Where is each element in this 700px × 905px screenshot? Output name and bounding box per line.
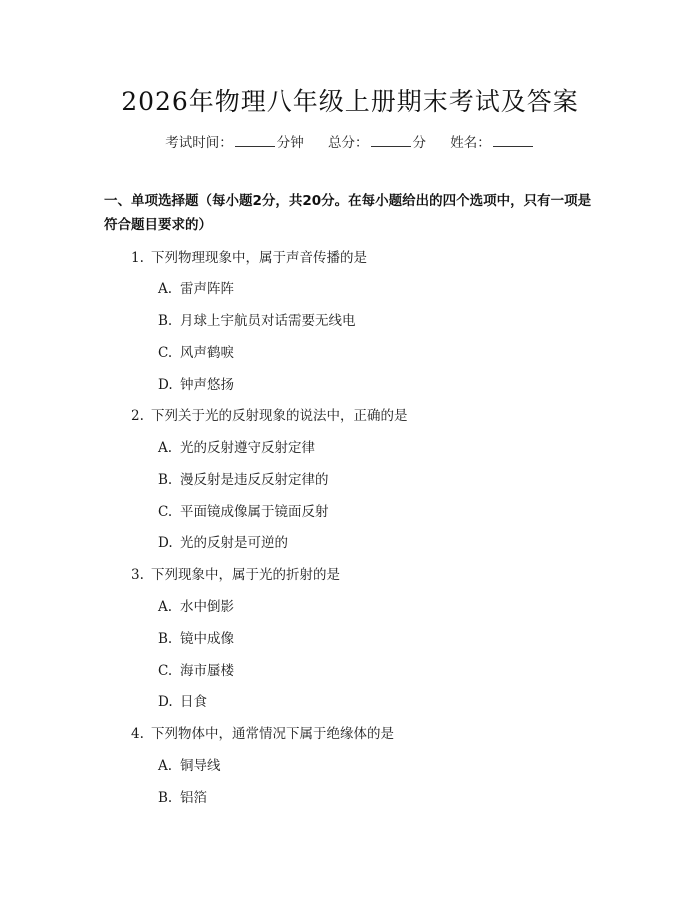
question-3 — [131, 563, 340, 583]
question-1-option-d — [158, 373, 234, 393]
page-title: 2026年物理八年级上册期末考试及答案 — [121, 87, 579, 116]
score-unit: 分 — [412, 135, 426, 151]
option-letter: B. — [158, 472, 173, 488]
question-number: 1. — [131, 250, 144, 266]
question-1-option-b — [158, 309, 356, 329]
option-text: 镜中成像 — [180, 631, 234, 647]
question-number: 2. — [131, 408, 144, 424]
time-unit: 分钟 — [276, 135, 304, 151]
option-text: 漫反射是违反反射定律的 — [180, 472, 329, 488]
time-blank — [235, 134, 275, 147]
option-letter: B. — [158, 631, 173, 647]
exam-info-row — [0, 131, 700, 151]
question-2-option-b — [158, 468, 329, 488]
question-3-option-b — [158, 627, 234, 647]
option-letter: D. — [158, 377, 173, 393]
option-text: 海市蜃楼 — [180, 663, 234, 679]
option-text: 月球上宇航员对话需要无线电 — [180, 313, 356, 329]
time-info — [165, 131, 304, 151]
question-text: 下列物理现象中，属于声音传播的是 — [151, 250, 367, 266]
option-text: 日食 — [180, 694, 207, 710]
option-letter: B. — [158, 790, 173, 806]
question-4 — [131, 722, 394, 742]
section-heading: 一、单项选择题（每小题2分，共20分。在每小题给出的四个选项中，只有一项是符合题目要求的） — [104, 193, 592, 233]
score-label: 总分： — [328, 135, 369, 151]
option-letter: A. — [158, 281, 173, 297]
option-letter: A. — [158, 440, 173, 456]
option-text: 光的反射是可逆的 — [180, 535, 288, 551]
option-text: 平面镜成像属于镜面反射 — [180, 504, 329, 520]
question-text: 下列现象中，属于光的折射的是 — [151, 567, 340, 583]
question-2-option-c — [158, 500, 329, 520]
option-text: 铝箔 — [180, 790, 207, 806]
option-letter: A. — [158, 758, 173, 774]
option-text: 钟声悠扬 — [180, 377, 234, 393]
question-2 — [131, 404, 408, 424]
name-blank — [493, 134, 533, 147]
option-letter: C. — [158, 504, 173, 520]
question-1-option-a — [158, 277, 234, 297]
question-text: 下列物体中，通常情况下属于绝缘体的是 — [151, 726, 394, 742]
option-letter: C. — [158, 345, 173, 361]
question-3-option-c — [158, 659, 234, 679]
question-3-option-d — [158, 690, 207, 710]
question-1 — [131, 246, 367, 266]
option-letter: A. — [158, 599, 173, 615]
name-info — [450, 131, 535, 151]
option-letter: B. — [158, 313, 173, 329]
question-1-option-c — [158, 341, 234, 361]
option-text: 风声鹤唳 — [180, 345, 234, 361]
question-number: 3. — [131, 567, 144, 583]
option-text: 光的反射遵守反射定律 — [180, 440, 315, 456]
question-number: 4. — [131, 726, 144, 742]
option-text: 水中倒影 — [180, 599, 234, 615]
time-label: 考试时间： — [165, 135, 233, 151]
question-text: 下列关于光的反射现象的说法中，正确的是 — [151, 408, 408, 424]
score-blank — [371, 134, 411, 147]
option-text: 雷声阵阵 — [180, 281, 234, 297]
name-label: 姓名： — [450, 135, 491, 151]
option-letter: D. — [158, 694, 173, 710]
option-letter: C. — [158, 663, 173, 679]
score-info — [328, 131, 426, 151]
question-2-option-d — [158, 531, 288, 551]
option-text: 铜导线 — [180, 758, 221, 774]
question-4-option-b — [158, 786, 207, 806]
question-4-option-a — [158, 754, 221, 774]
option-letter: D. — [158, 535, 173, 551]
question-2-option-a — [158, 436, 315, 456]
question-3-option-a — [158, 595, 234, 615]
